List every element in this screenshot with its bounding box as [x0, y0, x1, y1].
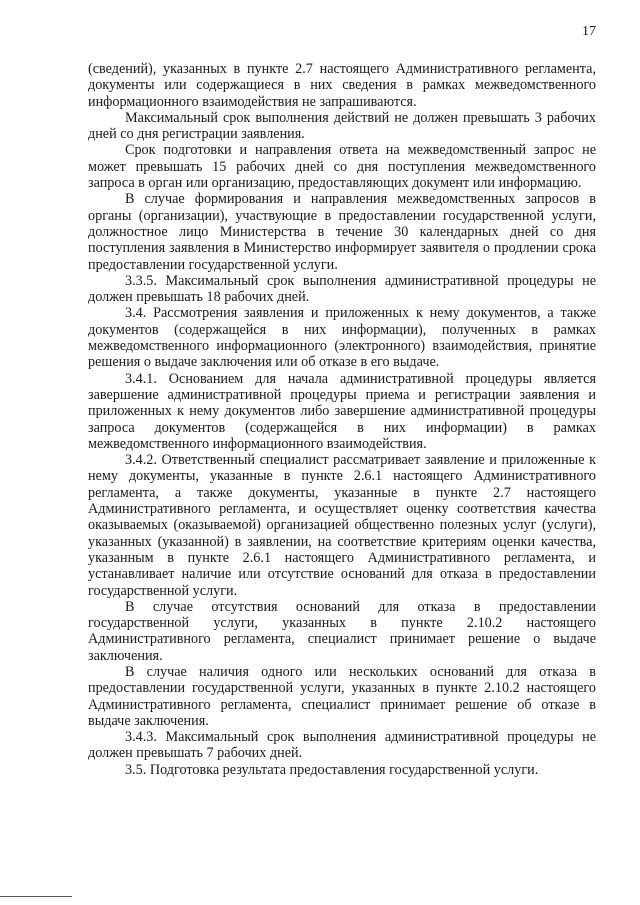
paragraph: Максимальный срок выполнения действий не должен превышать 3 рабочих дней со дня регистрации заявления. [88, 109, 596, 143]
paragraph: 3.4. Рассмотрения заявления и приложенных к нему документов, а также документов (содержащейся в них информации), полученных в рамках межведомственного информационного (электронного) взаимодействия, принятие решения о выдаче заключения или об отказе в его выдаче. [88, 305, 596, 371]
paragraph: 3.4.2. Ответственный специалист рассматривает заявление и приложенные к нему документы, указанные в пункте 2.6.1 настоящего Административного регламента, а также документы, указанные в пункте 2.7 настоящего Административного регламента, и осуществляет оценку соответствия качества оказываемых (оказываемой) организацией общественно полезных услуг (услуги), указанных (указанной) в заявлении, на соответствие критериям оценки качества, указанным в пункте 2.6.1 настоящего Административного регламента, и устанавливает наличие или отсутствие оснований для отказа в предоставлении государственной услуги. [88, 452, 596, 599]
page-number: 17 [582, 24, 596, 39]
paragraph: 3.3.5. Максимальный срок выполнения административной процедуры не должен превышать 18 рабочих дней. [88, 272, 596, 306]
paragraph: В случае отсутствия оснований для отказа в предоставлении государственной услуги, указанных в пункте 2.10.2 настоящего Административного регламента, специалист принимает решение о выдаче заключения. [88, 598, 596, 664]
paragraph: 3.4.3. Максимальный срок выполнения административной процедуры не должен превышать 7 рабочих дней. [88, 729, 596, 762]
document-body [88, 61, 596, 778]
paragraph: В случае формирования и направления межведомственных запросов в органы (организации), участвующие в предоставлении государственной услуги, должностное лицо Министерства в течение 30 календарных дней со дня поступления заявления в Министерство информирует заявителя о продлении срока предоставлении государственной услуги. [88, 191, 596, 273]
paragraph: (сведений), указанных в пункте 2.7 настоящего Административного регламента, документы или содержащиеся в них сведения в рамках межведомственного информационного взаимодействия не запрашиваются. [88, 61, 596, 110]
footnote-separator [0, 896, 72, 897]
paragraph: 3.5. Подготовка результата предоставления государственной услуги. [125, 761, 539, 778]
paragraph: Срок подготовки и направления ответа на межведомственный запрос не может превышать 15 рабочих дней со дня поступления межведомственного запроса в орган или организацию, предоставляющих документ или информацию. [88, 142, 596, 192]
paragraph: 3.4.1. Основанием для начала административной процедуры является завершение административной процедуры приема и регистрации заявления и приложенных к нему документов либо завершение административной процедуры запроса документов (содержащейся в них информации) в рамках межведомственного информационного взаимодействия. [88, 370, 596, 452]
paragraph: В случае наличия одного или нескольких оснований для отказа в предоставлении государственной услуги, указанных в пункте 2.10.2 настоящего Административного регламента, специалист принимает решение об отказе в выдаче заключения. [88, 663, 596, 729]
